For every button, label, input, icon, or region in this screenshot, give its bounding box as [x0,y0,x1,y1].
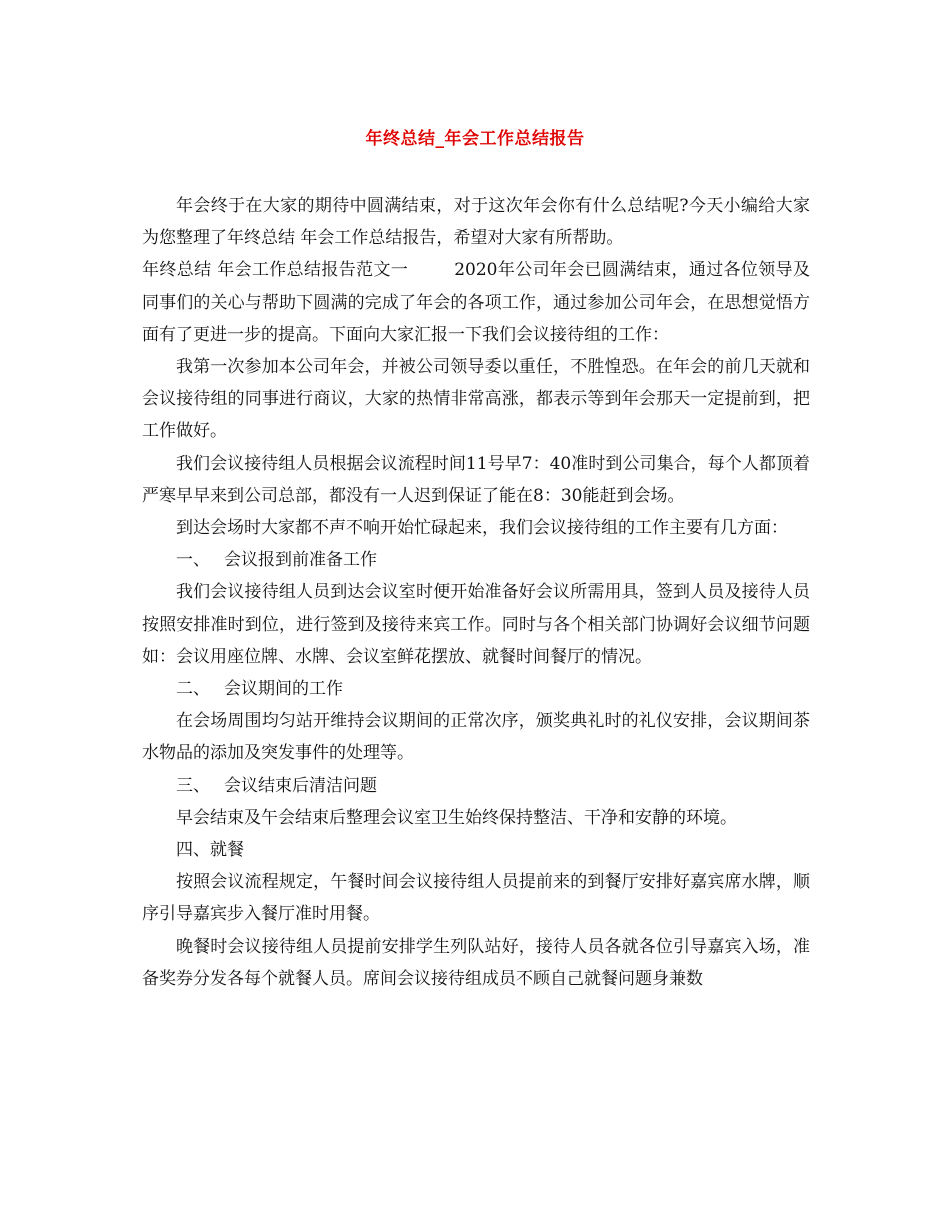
list-heading-text: 会议报到前准备工作 [224,550,377,571]
paragraph: 我们会议接待组人员根据会议流程时间11号早7：40准时到公司集合，每个人都顶着严寒早早来到公司总部，都没有一人迟到保证了能在8：30能赶到会场。 [142,453,810,506]
list-number: 三、 [176,775,210,796]
paragraph-section-one [142,254,810,351]
list-heading-four: 四、就餐 [176,840,244,861]
paragraph: 到达会场时大家都不声不响开始忙碌起来，我们会议接待组的工作主要有几方面： [176,518,788,539]
list-heading-three [142,770,810,802]
list-heading-text: 会议期间的工作 [224,679,343,700]
list-number: 二、 [176,679,210,700]
paragraph: 早会结束及午会结束后整理会议室卫生始终保持整洁、干净和安静的环境。 [176,807,737,828]
section-heading: 年终总结 年会工作总结报告范文一 [142,260,409,281]
list-heading-one [142,544,810,576]
paragraph-intro: 年会终于在大家的期待中圆满结束，对于这次年会你有什么总结呢?今天小编给大家为您整理了年终总结 年会工作总结报告，希望对大家有所帮助。 [142,196,810,249]
document-body [142,190,810,995]
section-text: 2020年公司年会已圆满结束，通过各位领导及同事们的关心与帮助下圆满的完成了年会的各项工作，通过参加公司年会，在思想觉悟方面有了更进一步的提高。下面向大家汇报一下我们会议接待组的工作： [142,260,811,345]
paragraph: 晚餐时会议接待组人员提前安排学生列队站好，接待人员各就各位引导嘉宾入场，准备奖券分发各每个就餐人员。席间会议接待组成员不顾自己就餐问题身兼数 [142,936,810,989]
document-title: 年终总结_年会工作总结报告 [365,129,585,149]
list-heading-two [142,673,810,705]
list-number: 一、 [176,550,210,571]
paragraph: 我第一次参加本公司年会，并被公司领导委以重任，不胜惶恐。在年会的前几天就和会议接待组的同事进行商议，大家的热情非常高涨，都表示等到年会那天一定提前到，把工作做好。 [142,357,810,442]
paragraph: 按照会议流程规定，午餐时间会议接待组人员提前来的到餐厅安排好嘉宾席水牌，顺序引导嘉宾步入餐厅准时用餐。 [142,872,810,925]
paragraph: 在会场周围均匀站开维持会议期间的正常次序，颁奖典礼时的礼仪安排，会议期间茶水物品的添加及突发事件的处理等。 [142,711,810,764]
paragraph: 我们会议接待组人员到达会议室时便开始准备好会议所需用具，签到人员及接待人员按照安排准时到位，进行签到及接待来宾工作。同时与各个相关部门协调好会议细节问题如：会议用座位牌、水牌、会议室鲜花摆放、就餐时间餐厅的情况。 [142,582,810,667]
list-heading-text: 会议结束后清洁问题 [224,775,377,796]
